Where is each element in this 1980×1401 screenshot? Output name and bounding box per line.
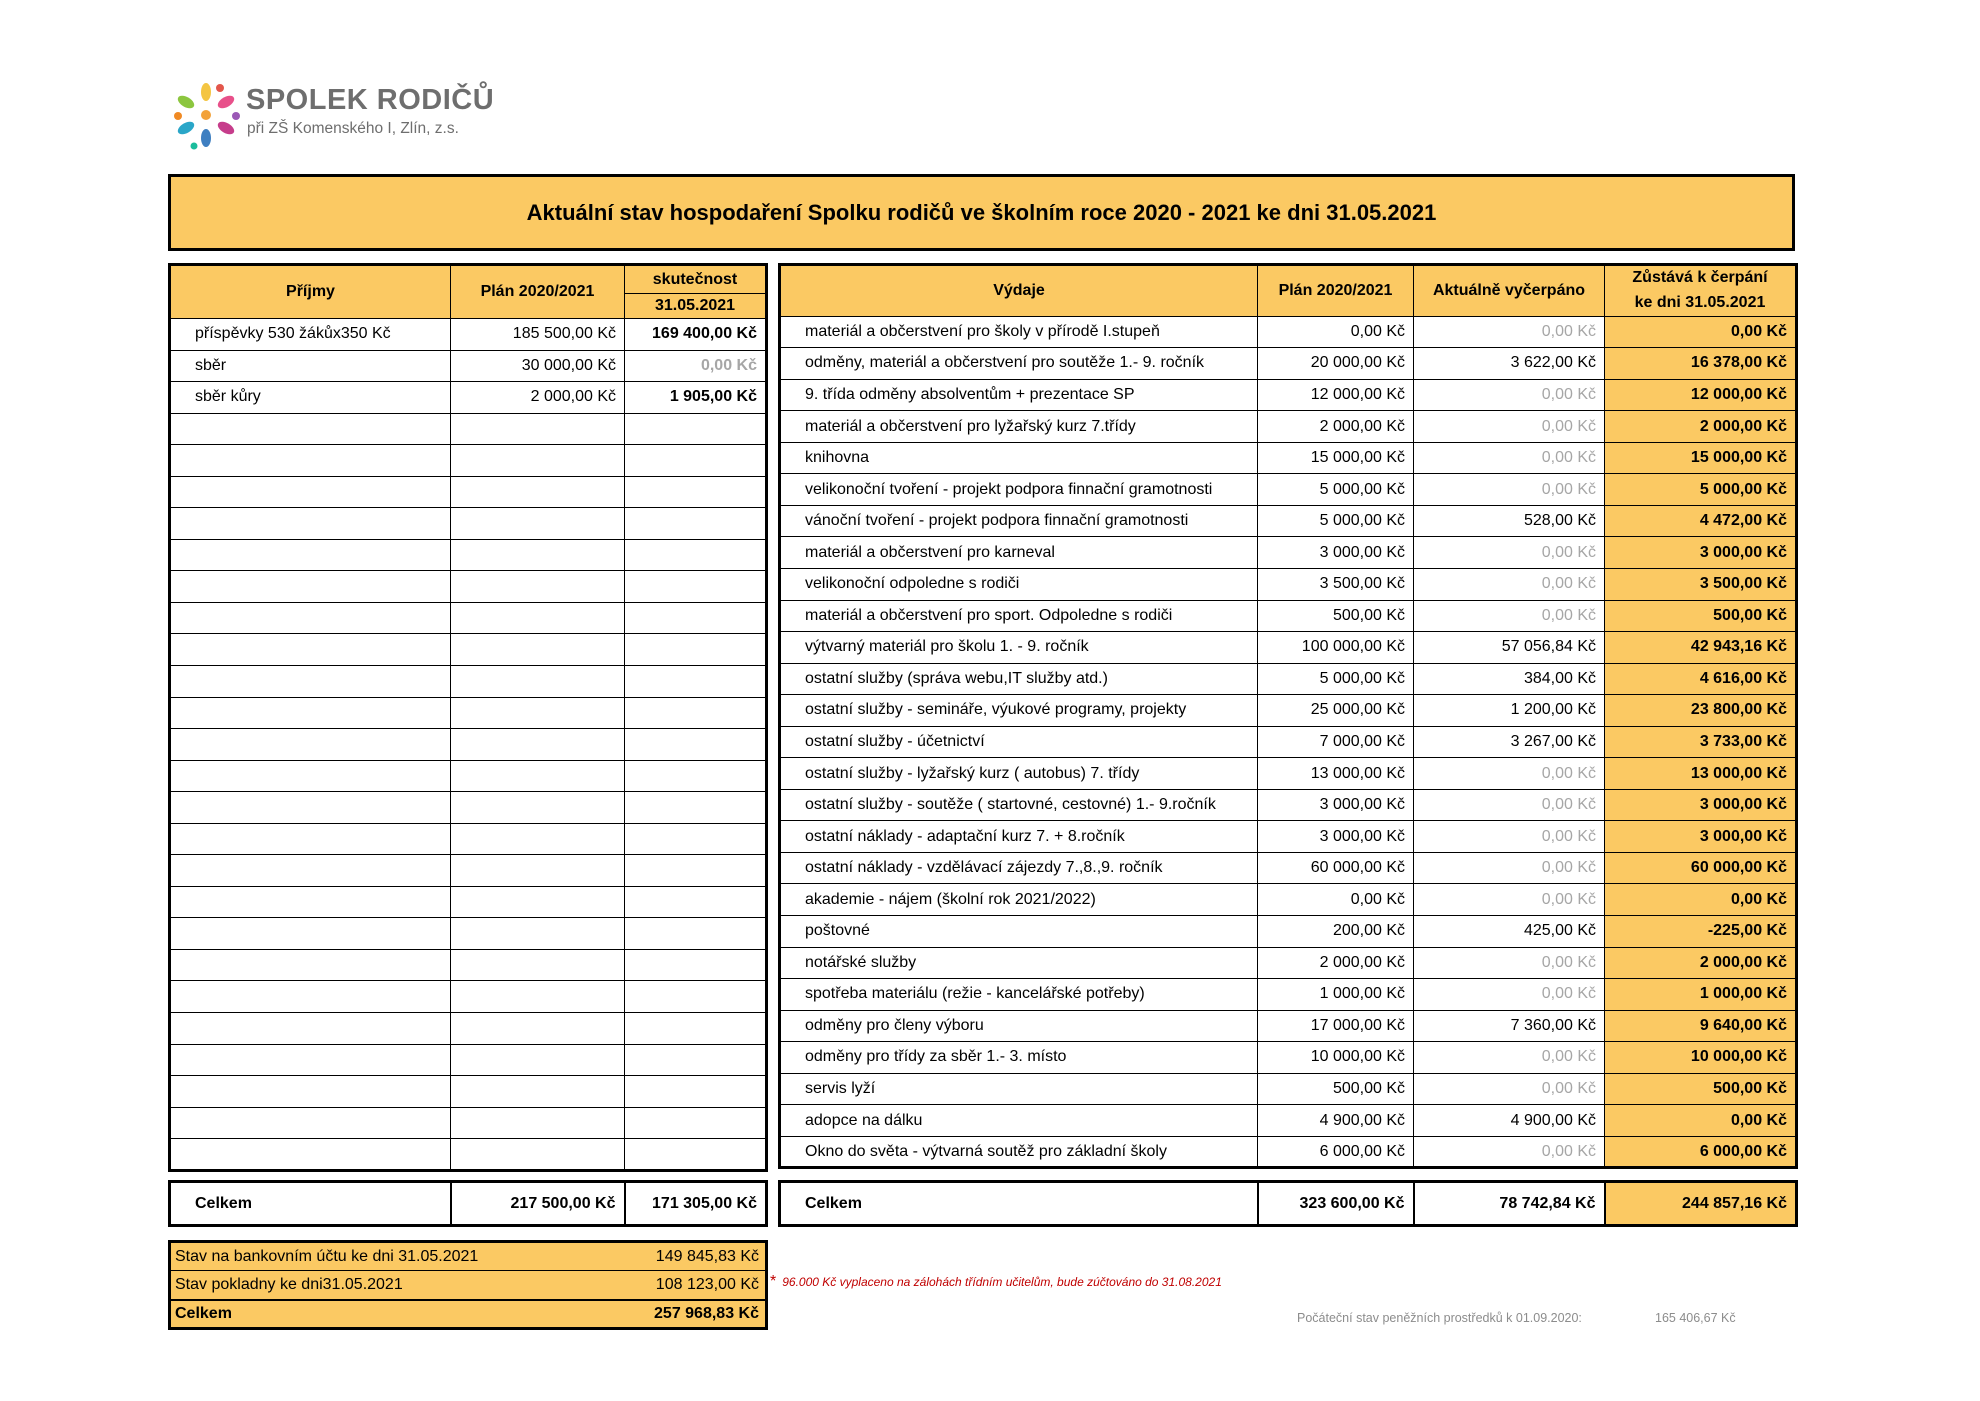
expense-cell-remaining: 2 000,00 Kč — [1605, 411, 1797, 443]
income-cell-plan — [451, 1013, 625, 1045]
income-cell-item — [170, 1044, 451, 1076]
expense-cell-item: ostatní služby - účetnictví — [780, 726, 1258, 758]
income-cell-actual — [625, 697, 767, 729]
expense-row — [780, 505, 1797, 537]
expense-cell-plan: 2 000,00 Kč — [1258, 947, 1414, 979]
expense-total-spent: 78 742,84 Kč — [1414, 1182, 1605, 1226]
expense-cell-remaining: 42 943,16 Kč — [1605, 632, 1797, 664]
income-cell-plan — [451, 918, 625, 950]
income-cell-plan — [451, 445, 625, 477]
income-row — [170, 1076, 767, 1108]
income-row — [170, 602, 767, 634]
expense-cell-item: výtvarný materiál pro školu 1. - 9. ročník — [780, 632, 1258, 664]
expense-cell-remaining: 10 000,00 Kč — [1605, 1042, 1797, 1074]
initial-funds-label: Počáteční stav peněžních prostředků k 01.09.2020: — [1297, 1311, 1582, 1325]
balance-row — [170, 1242, 767, 1271]
expense-cell-spent: 0,00 Kč — [1414, 758, 1605, 790]
expense-cell-spent: 4 900,00 Kč — [1414, 1105, 1605, 1137]
expense-cell-remaining: 15 000,00 Kč — [1605, 442, 1797, 474]
balance-row — [170, 1300, 767, 1329]
expense-row — [780, 695, 1797, 727]
expense-cell-spent: 0,00 Kč — [1414, 537, 1605, 569]
income-total-actual: 171 305,00 Kč — [625, 1182, 767, 1226]
expense-cell-plan: 5 000,00 Kč — [1258, 663, 1414, 695]
income-row — [170, 981, 767, 1013]
income-header-actual-top: skutečnost — [625, 265, 767, 294]
income-cell-plan — [451, 886, 625, 918]
income-cell-actual — [625, 602, 767, 634]
footnote-marker: * — [770, 1273, 777, 1290]
income-row — [170, 697, 767, 729]
expense-row — [780, 537, 1797, 569]
income-cell-actual — [625, 1139, 767, 1171]
income-row — [170, 1139, 767, 1171]
expense-header-spent: Aktuálně vyčerpáno — [1414, 265, 1605, 317]
income-cell-item — [170, 1107, 451, 1139]
logo-title: SPOLEK RODIČŮ — [246, 84, 495, 116]
expense-cell-item: materiál a občerstvení pro sport. Odpoledne s rodiči — [780, 600, 1258, 632]
income-header-item: Příjmy — [170, 265, 451, 319]
expense-cell-plan: 5 000,00 Kč — [1258, 505, 1414, 537]
income-cell-actual — [625, 539, 767, 571]
expense-cell-spent: 0,00 Kč — [1414, 442, 1605, 474]
expense-row — [780, 884, 1797, 916]
income-cell-item — [170, 1076, 451, 1108]
expense-cell-remaining: 3 000,00 Kč — [1605, 537, 1797, 569]
income-cell-item: sběr — [170, 350, 451, 382]
income-cell-plan — [451, 508, 625, 540]
expense-cell-plan: 200,00 Kč — [1258, 915, 1414, 947]
income-cell-item — [170, 792, 451, 824]
expense-cell-item: poštovné — [780, 915, 1258, 947]
expense-header-plan: Plán 2020/2021 — [1258, 265, 1414, 317]
expense-cell-plan: 10 000,00 Kč — [1258, 1042, 1414, 1074]
income-cell-plan — [451, 1139, 625, 1171]
income-cell-plan — [451, 855, 625, 887]
expense-cell-item: vánoční tvoření - projekt podpora finnační gramotnosti — [780, 505, 1258, 537]
expense-row — [780, 379, 1797, 411]
income-cell-plan — [451, 697, 625, 729]
expense-cell-item: odměny pro třídy za sběr 1.- 3. místo — [780, 1042, 1258, 1074]
expense-row — [780, 442, 1797, 474]
expense-cell-item: servis lyží — [780, 1073, 1258, 1105]
income-header-plan: Plán 2020/2021 — [451, 265, 625, 319]
income-cell-actual — [625, 823, 767, 855]
balance-row — [170, 1271, 767, 1300]
expense-row — [780, 348, 1797, 380]
expense-cell-plan: 4 900,00 Kč — [1258, 1105, 1414, 1137]
income-cell-plan — [451, 666, 625, 698]
expense-row — [780, 600, 1797, 632]
expense-row — [780, 947, 1797, 979]
income-row — [170, 571, 767, 603]
expense-cell-plan: 3 500,00 Kč — [1258, 568, 1414, 600]
income-cell-actual — [625, 792, 767, 824]
income-cell-item — [170, 539, 451, 571]
income-cell-actual — [625, 571, 767, 603]
expense-row — [780, 1010, 1797, 1042]
expense-cell-remaining: 5 000,00 Kč — [1605, 474, 1797, 506]
income-cell-plan — [451, 602, 625, 634]
expense-cell-spent: 1 200,00 Kč — [1414, 695, 1605, 727]
expense-cell-spent: 0,00 Kč — [1414, 884, 1605, 916]
expense-cell-plan: 2 000,00 Kč — [1258, 411, 1414, 443]
income-cell-item — [170, 1013, 451, 1045]
income-row — [170, 1044, 767, 1076]
expense-row — [780, 789, 1797, 821]
expense-total-remaining: 244 857,16 Kč — [1605, 1182, 1797, 1226]
expense-cell-remaining: 0,00 Kč — [1605, 1105, 1797, 1137]
income-cell-actual — [625, 949, 767, 981]
expense-header-item: Výdaje — [780, 265, 1258, 317]
initial-funds-value: 165 406,67 Kč — [1655, 1311, 1736, 1325]
income-cell-item — [170, 476, 451, 508]
income-row — [170, 1013, 767, 1045]
expense-cell-plan: 60 000,00 Kč — [1258, 852, 1414, 884]
expense-cell-remaining: 0,00 Kč — [1605, 884, 1797, 916]
expense-cell-spent: 3 267,00 Kč — [1414, 726, 1605, 758]
expense-cell-item: spotřeba materiálu (režie - kancelářské potřeby) — [780, 979, 1258, 1011]
expense-row — [780, 663, 1797, 695]
income-cell-plan — [451, 476, 625, 508]
expense-cell-plan: 5 000,00 Kč — [1258, 474, 1414, 506]
income-cell-plan — [451, 1044, 625, 1076]
income-table — [168, 263, 768, 1172]
income-cell-plan — [451, 539, 625, 571]
income-cell-item — [170, 666, 451, 698]
expense-cell-remaining: 12 000,00 Kč — [1605, 379, 1797, 411]
expense-row — [780, 821, 1797, 853]
income-cell-actual — [625, 886, 767, 918]
income-cell-actual — [625, 729, 767, 761]
income-cell-actual — [625, 760, 767, 792]
income-cell-plan — [451, 634, 625, 666]
income-cell-item: sběr kůry — [170, 382, 451, 414]
expense-cell-plan: 15 000,00 Kč — [1258, 442, 1414, 474]
flower-logo-icon — [170, 80, 242, 150]
expense-cell-plan: 3 000,00 Kč — [1258, 537, 1414, 569]
income-cell-plan — [451, 1107, 625, 1139]
income-cell-actual — [625, 1044, 767, 1076]
income-row — [170, 508, 767, 540]
expense-cell-item: ostatní služby (správa webu,IT služby atd.) — [780, 663, 1258, 695]
expense-row — [780, 915, 1797, 947]
income-cell-actual — [625, 508, 767, 540]
expense-cell-plan: 500,00 Kč — [1258, 600, 1414, 632]
income-row — [170, 350, 767, 382]
logo-subtitle: při ZŠ Komenského I, Zlín, z.s. — [247, 120, 459, 137]
expense-cell-remaining: 60 000,00 Kč — [1605, 852, 1797, 884]
income-cell-item — [170, 981, 451, 1013]
income-total-table — [168, 1180, 768, 1227]
income-cell-plan — [451, 949, 625, 981]
income-row — [170, 792, 767, 824]
expense-cell-spent: 0,00 Kč — [1414, 947, 1605, 979]
expense-cell-remaining: 3 000,00 Kč — [1605, 789, 1797, 821]
expense-cell-plan: 0,00 Kč — [1258, 884, 1414, 916]
income-cell-actual — [625, 476, 767, 508]
income-cell-plan — [451, 981, 625, 1013]
income-row — [170, 823, 767, 855]
income-cell-actual — [625, 1076, 767, 1108]
expense-cell-item: materiál a občerstvení pro karneval — [780, 537, 1258, 569]
balance-bank-label: Stav na bankovním účtu ke dni 31.05.2021 — [170, 1242, 625, 1271]
expense-cell-item: odměny, materiál a občerstvení pro soutěže 1.- 9. ročník — [780, 348, 1258, 380]
expense-cell-item: knihovna — [780, 442, 1258, 474]
expense-cell-item: materiál a občerstvení pro školy v přírodě I.stupeň — [780, 316, 1258, 348]
expense-cell-spent: 0,00 Kč — [1414, 1136, 1605, 1168]
income-cell-actual — [625, 634, 767, 666]
expense-row — [780, 316, 1797, 348]
expense-header-remaining-bottom: ke dni 31.05.2021 — [1634, 293, 1766, 311]
expense-cell-spent: 0,00 Kč — [1414, 600, 1605, 632]
income-row — [170, 666, 767, 698]
expense-cell-spent: 425,00 Kč — [1414, 915, 1605, 947]
expense-row — [780, 1042, 1797, 1074]
expense-cell-item: velikonoční tvoření - projekt podpora finnační gramotnosti — [780, 474, 1258, 506]
footnote-text: 96.000 Kč vyplaceno na zálohách třídním učitelům, bude zúčtováno do 31.08.2021 — [782, 1275, 1222, 1289]
income-total-label: Celkem — [170, 1182, 451, 1226]
expense-cell-spent: 0,00 Kč — [1414, 852, 1605, 884]
income-cell-actual — [625, 1107, 767, 1139]
expense-row — [780, 1136, 1797, 1168]
expense-header-remaining — [1605, 265, 1797, 317]
expense-table — [778, 263, 1798, 1169]
income-cell-item — [170, 1139, 451, 1171]
income-cell-item — [170, 602, 451, 634]
expense-cell-spent: 0,00 Kč — [1414, 821, 1605, 853]
expense-cell-plan: 100 000,00 Kč — [1258, 632, 1414, 664]
expense-cell-item: materiál a občerstvení pro lyžařský kurz 7.třídy — [780, 411, 1258, 443]
income-cell-item — [170, 918, 451, 950]
expense-cell-item: adopce na dálku — [780, 1105, 1258, 1137]
expense-cell-spent: 0,00 Kč — [1414, 1042, 1605, 1074]
income-cell-item — [170, 508, 451, 540]
income-row — [170, 319, 767, 351]
income-cell-item — [170, 886, 451, 918]
expense-cell-item: ostatní služby - soutěže ( startovné, cestovné) 1.- 9.ročník — [780, 789, 1258, 821]
expense-row — [780, 726, 1797, 758]
expense-cell-plan: 12 000,00 Kč — [1258, 379, 1414, 411]
expense-cell-spent: 3 622,00 Kč — [1414, 348, 1605, 380]
expense-cell-spent: 0,00 Kč — [1414, 316, 1605, 348]
income-cell-actual — [625, 666, 767, 698]
income-cell-actual: 1 905,00 Kč — [625, 382, 767, 414]
expense-total-table — [778, 1180, 1798, 1227]
expense-cell-remaining: -225,00 Kč — [1605, 915, 1797, 947]
expense-cell-plan: 0,00 Kč — [1258, 316, 1414, 348]
expense-cell-remaining: 4 616,00 Kč — [1605, 663, 1797, 695]
organization-logo — [170, 80, 495, 150]
expense-cell-spent: 384,00 Kč — [1414, 663, 1605, 695]
income-cell-actual — [625, 981, 767, 1013]
income-cell-actual — [625, 413, 767, 445]
income-cell-item — [170, 949, 451, 981]
income-row — [170, 949, 767, 981]
income-cell-plan — [451, 760, 625, 792]
expense-cell-item: velikonoční odpoledne s rodiči — [780, 568, 1258, 600]
expense-cell-item: ostatní náklady - adaptační kurz 7. + 8.ročník — [780, 821, 1258, 853]
expense-cell-plan: 7 000,00 Kč — [1258, 726, 1414, 758]
income-cell-item — [170, 445, 451, 477]
expense-cell-item: odměny pro členy výboru — [780, 1010, 1258, 1042]
expense-cell-remaining: 500,00 Kč — [1605, 1073, 1797, 1105]
income-cell-plan — [451, 571, 625, 603]
expense-cell-remaining: 4 472,00 Kč — [1605, 505, 1797, 537]
expense-cell-remaining: 6 000,00 Kč — [1605, 1136, 1797, 1168]
expense-cell-plan: 500,00 Kč — [1258, 1073, 1414, 1105]
income-row — [170, 382, 767, 414]
expense-cell-plan: 6 000,00 Kč — [1258, 1136, 1414, 1168]
expense-cell-remaining: 500,00 Kč — [1605, 600, 1797, 632]
income-row — [170, 413, 767, 445]
expense-cell-remaining: 23 800,00 Kč — [1605, 695, 1797, 727]
expense-cell-plan: 17 000,00 Kč — [1258, 1010, 1414, 1042]
expense-cell-spent: 0,00 Kč — [1414, 568, 1605, 600]
expense-total-plan: 323 600,00 Kč — [1258, 1182, 1414, 1226]
expense-row — [780, 1073, 1797, 1105]
expense-cell-spent: 0,00 Kč — [1414, 411, 1605, 443]
expense-cell-remaining: 9 640,00 Kč — [1605, 1010, 1797, 1042]
expense-cell-item: Okno do světa - výtvarná soutěž pro základní školy — [780, 1136, 1258, 1168]
income-cell-plan — [451, 823, 625, 855]
income-cell-plan — [451, 413, 625, 445]
income-cell-actual — [625, 1013, 767, 1045]
income-cell-item — [170, 571, 451, 603]
income-header-actual-bottom: 31.05.2021 — [625, 294, 767, 319]
expense-row — [780, 411, 1797, 443]
income-cell-actual: 169 400,00 Kč — [625, 319, 767, 351]
income-cell-item — [170, 823, 451, 855]
income-cell-actual — [625, 445, 767, 477]
income-cell-item — [170, 697, 451, 729]
expense-cell-spent: 7 360,00 Kč — [1414, 1010, 1605, 1042]
income-row — [170, 760, 767, 792]
expense-cell-remaining: 13 000,00 Kč — [1605, 758, 1797, 790]
income-row — [170, 729, 767, 761]
income-total-plan: 217 500,00 Kč — [451, 1182, 625, 1226]
income-cell-plan: 185 500,00 Kč — [451, 319, 625, 351]
expense-cell-spent: 0,00 Kč — [1414, 979, 1605, 1011]
income-row — [170, 476, 767, 508]
income-cell-item — [170, 413, 451, 445]
expense-cell-item: ostatní služby - lyžařský kurz ( autobus) 7. třídy — [780, 758, 1258, 790]
income-row — [170, 886, 767, 918]
income-cell-actual: 0,00 Kč — [625, 350, 767, 382]
expense-cell-remaining: 1 000,00 Kč — [1605, 979, 1797, 1011]
expense-row — [780, 474, 1797, 506]
income-cell-actual — [625, 918, 767, 950]
expense-header-remaining-top: Zůstává k čerpání — [1632, 269, 1768, 286]
expense-cell-remaining: 3 000,00 Kč — [1605, 821, 1797, 853]
expense-cell-item: 9. třída odměny absolventům + prezentace SP — [780, 379, 1258, 411]
income-row — [170, 1107, 767, 1139]
income-cell-item — [170, 634, 451, 666]
balance-table — [168, 1240, 768, 1330]
expense-row — [780, 758, 1797, 790]
expense-cell-remaining: 2 000,00 Kč — [1605, 947, 1797, 979]
income-cell-item — [170, 729, 451, 761]
expense-cell-item: akademie - nájem (školní rok 2021/2022) — [780, 884, 1258, 916]
expense-total-label: Celkem — [780, 1182, 1258, 1226]
balance-bank-value: 149 845,83 Kč — [625, 1242, 767, 1271]
expense-cell-spent: 0,00 Kč — [1414, 789, 1605, 821]
expense-cell-spent: 528,00 Kč — [1414, 505, 1605, 537]
expense-cell-spent: 0,00 Kč — [1414, 1073, 1605, 1105]
expense-cell-item: notářské služby — [780, 947, 1258, 979]
expense-cell-spent: 0,00 Kč — [1414, 379, 1605, 411]
expense-cell-spent: 57 056,84 Kč — [1414, 632, 1605, 664]
expense-row — [780, 1105, 1797, 1137]
expense-row — [780, 632, 1797, 664]
income-row — [170, 855, 767, 887]
expense-cell-plan: 25 000,00 Kč — [1258, 695, 1414, 727]
income-row — [170, 445, 767, 477]
expense-cell-remaining: 3 733,00 Kč — [1605, 726, 1797, 758]
balance-cash-value: 108 123,00 Kč — [625, 1271, 767, 1300]
income-row — [170, 634, 767, 666]
report-title: Aktuální stav hospodaření Spolku rodičů ve školním roce 2020 - 2021 ke dni 31.05.2021 — [168, 174, 1795, 251]
expense-cell-plan: 3 000,00 Kč — [1258, 821, 1414, 853]
balance-total-value: 257 968,83 Kč — [625, 1300, 767, 1329]
income-cell-plan — [451, 729, 625, 761]
income-cell-item — [170, 855, 451, 887]
balance-total-label: Celkem — [170, 1300, 625, 1329]
income-cell-plan — [451, 1076, 625, 1108]
expense-cell-spent: 0,00 Kč — [1414, 474, 1605, 506]
income-cell-plan: 2 000,00 Kč — [451, 382, 625, 414]
income-cell-item — [170, 760, 451, 792]
income-cell-plan: 30 000,00 Kč — [451, 350, 625, 382]
income-row — [170, 918, 767, 950]
expense-cell-remaining: 3 500,00 Kč — [1605, 568, 1797, 600]
expense-cell-plan: 13 000,00 Kč — [1258, 758, 1414, 790]
footnote — [770, 1273, 1222, 1291]
income-cell-item: příspěvky 530 žákůx350 Kč — [170, 319, 451, 351]
expense-cell-plan: 3 000,00 Kč — [1258, 789, 1414, 821]
expense-row — [780, 979, 1797, 1011]
expense-cell-remaining: 16 378,00 Kč — [1605, 348, 1797, 380]
expense-row — [780, 852, 1797, 884]
income-cell-plan — [451, 792, 625, 824]
expense-cell-remaining: 0,00 Kč — [1605, 316, 1797, 348]
expense-row — [780, 568, 1797, 600]
expense-cell-plan: 20 000,00 Kč — [1258, 348, 1414, 380]
expense-cell-item: ostatní služby - semináře, výukové programy, projekty — [780, 695, 1258, 727]
expense-cell-item: ostatní náklady - vzdělávací zájezdy 7.,8.,9. ročník — [780, 852, 1258, 884]
income-cell-actual — [625, 855, 767, 887]
balance-cash-label: Stav pokladny ke dni31.05.2021 — [170, 1271, 625, 1300]
income-row — [170, 539, 767, 571]
expense-cell-plan: 1 000,00 Kč — [1258, 979, 1414, 1011]
